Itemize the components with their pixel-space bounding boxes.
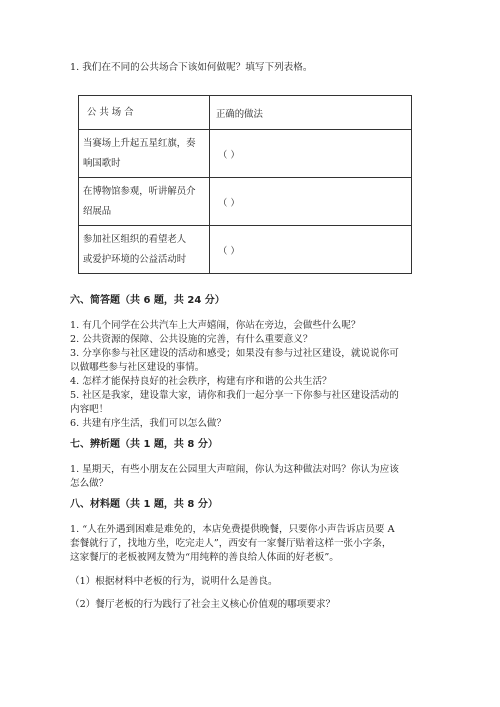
material-line: 1. “人在外遇到困难是难免的，本店免费提供晚餐，只要你小声告诉店员要 A <box>70 524 395 535</box>
question-line: 6. 共建有序生活，我们可以怎么做？ <box>70 418 227 429</box>
question-line: 3. 分享你参与社区建设的活动和感受；如果没有参与过社区建设，就说说你可 <box>70 348 399 359</box>
answer-cell[interactable] <box>210 178 412 226</box>
answer-blank[interactable]: （ ） <box>218 149 240 161</box>
question-line: 1. 星期天，有些小朋友在公园里大声喧闹，你认为这种做法对吗？你认为应该 <box>70 464 399 475</box>
question-line: 以做哪些参与社区建设的事情。 <box>70 362 205 373</box>
scene-text-line: 参加社区组织的看望老人 <box>83 233 187 245</box>
answer-cell[interactable] <box>210 226 412 274</box>
scene-text-line: 或爱护环境的公益活动时 <box>83 253 187 265</box>
answer-blank[interactable]: （ ） <box>218 197 240 209</box>
sub-question-2: （2）餐厅老板的行为践行了社会主义核心价值观的哪项要求？ <box>70 599 336 610</box>
question-line: 4. 怎样才能保持良好的社会秩序，构建有序和谐的公共生活？ <box>70 376 332 387</box>
scene-text-line: 响国歌时 <box>83 157 121 169</box>
section-7-title: 七、辨析题（共 1 题，共 8 分） <box>70 439 218 450</box>
question-line: 内容吧！ <box>70 404 109 415</box>
question-line: 5. 社区是我家，建设靠大家，请你和我们一起分享一下你参与社区建设活动的 <box>70 390 399 401</box>
table-row <box>79 178 412 226</box>
question-line: 怎么做？ <box>70 478 109 489</box>
table-header-row <box>79 96 412 130</box>
sub-question-1: （1）根据材料中老板的行为，说明什么是善良。 <box>70 576 278 587</box>
scene-cell <box>79 130 210 178</box>
public-places-table <box>78 95 412 274</box>
scene-text-line: 绍展品 <box>83 205 112 217</box>
scene-cell <box>79 226 210 274</box>
section-8-title: 八、材料题（共 1 题，共 8 分） <box>70 499 218 510</box>
answer-blank[interactable]: （ ） <box>218 245 240 257</box>
question-line: 1. 有几个同学在公共汽车上大声嬉闹，你站在旁边，会做些什么呢？ <box>70 320 361 331</box>
header-answer: 正确的做法 <box>210 96 412 130</box>
table-row <box>79 226 412 274</box>
scene-text-line: 当赛场上升起五星红旗，奏 <box>83 137 196 149</box>
scene-cell <box>79 178 210 226</box>
scene-text-line: 在博物馆参观，听讲解员介 <box>83 185 196 197</box>
answer-cell[interactable] <box>210 130 412 178</box>
table-question: 1. 我们在不同的公共场合下该如何做呢？填写下列表格。 <box>70 62 313 73</box>
table-row <box>79 130 412 178</box>
material-line: 套餐就行了，找地方坐，吃完走人”，西安有一家餐厅贴着这样一张小字条， <box>70 538 392 549</box>
section-6-title: 六、简答题（共 6 题，共 24 分） <box>70 295 225 306</box>
question-line: 2. 公共资源的保障、公共设施的完善，有什么重要意义？ <box>70 334 313 345</box>
header-scene: 公 共 场 合 <box>79 96 210 130</box>
material-line: 这家餐厅的老板被网友赞为“用纯粹的善良给人体面的好老板”。 <box>70 552 339 563</box>
